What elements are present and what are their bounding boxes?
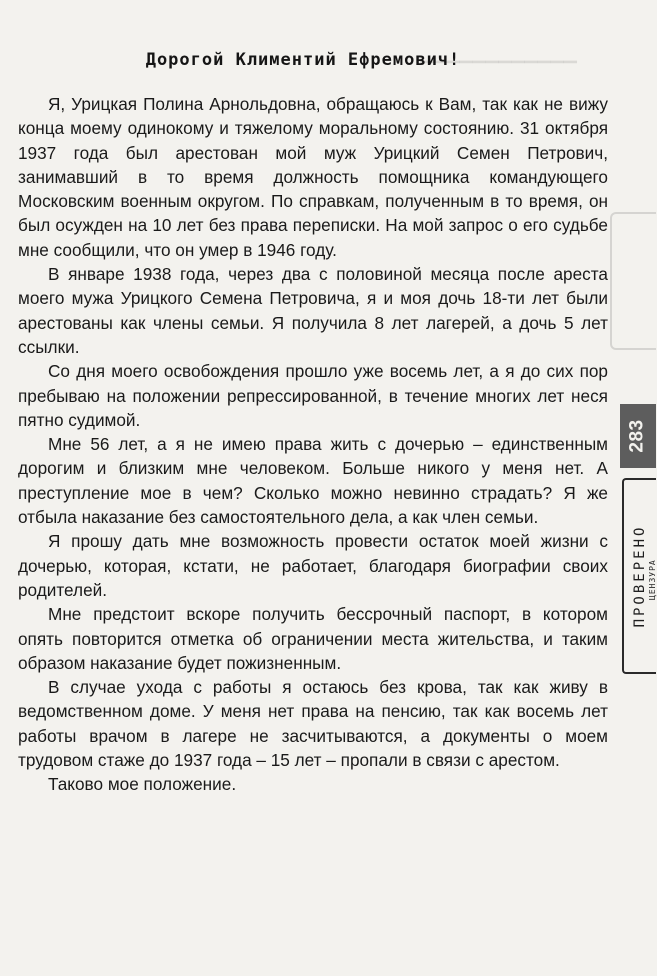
- letter-paragraph: Со дня моего освобождения прошло уже восемь лет, а я до сих пор пребываю на положении репрессированной, в течение многих лет неся пятно судимой.: [18, 361, 608, 430]
- stamp-subtext: ЦЕНЗУРА: [648, 559, 657, 600]
- letter-paragraph: В случае ухода с работы я остаюсь без крова, так как живу в ведомственном доме. У меня нет права на пенсию, так как восемь лет работы врачом в лагере не засчитываются, а документы о моем трудовом стаже до 1937 года – 15 лет – пропали в связи с арестом.: [18, 677, 608, 771]
- letter-salutation: Дорогой Климентий Ефремович!: [145, 50, 461, 70]
- letter-paragraph: Мне предстоит вскоре получить бессрочный паспорт, в котором опять повторится отметка об ограничении места жительства, и таким образом наказание будет пожизненным.: [18, 604, 608, 673]
- letter-paragraph: В январе 1938 года, через два с половиной месяца после ареста моего мужа Урицкого Семена Петровича, я и моя дочь 18-ти лет были арестованы как члены семьи. Я получила 8 лет лагерей, а дочь 5 лет ссылки.: [18, 264, 608, 357]
- bleed-through-text: ▁▁▁▁▁▁▁▁▁▁▁▁: [420, 44, 577, 63]
- stamp-text: ПРОВЕРЕНО: [632, 524, 648, 628]
- letter-paragraph: Я прошу дать мне возможность провести остаток моей жизни с дочерью, которая, кстати, не работает, благодаря биографии своих родителей.: [18, 531, 608, 600]
- faint-stamp-shadow: [610, 212, 656, 350]
- page-number: 283: [626, 419, 648, 453]
- censorship-stamp: [622, 478, 656, 674]
- page-number-tab: [620, 404, 656, 468]
- letter-paragraph: Таково мое положение.: [48, 774, 237, 795]
- letter-body: [18, 92, 608, 797]
- letter-paragraph: Мне 56 лет, а я не имею права жить с дочерью – единственным дорогим и близким мне человеком. Больше никого у меня нет. А преступление мое в чем? Сколько можно невинно страдать? Я же отбыла наказание без самостоятельного дела, а как член семьи.: [18, 434, 608, 528]
- letter-paragraph: Я, Урицкая Полина Арнольдовна, обращаюсь к Вам, так как не вижу конца моему одинокому и тяжелому моральному состоянию. 31 октября 1937 года был арестован мой муж Урицкий Семен Петрович, занимавший в то время должность помощника командующего Московским военным округом. По справкам, полученным в то время, он был осужден на 10 лет без права переписки. На мой запрос о его судьбе мне сообщили, что он умер в 1946 году.: [18, 94, 608, 260]
